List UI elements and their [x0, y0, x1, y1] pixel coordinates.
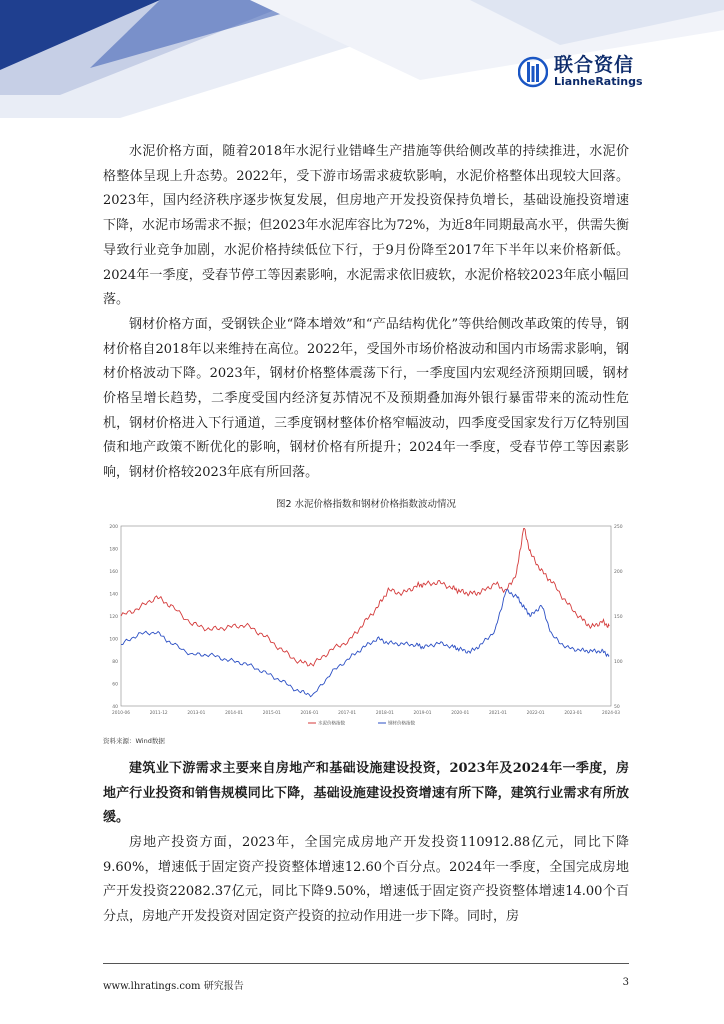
figure-title: 图2 水泥价格指数和钢材价格指数波动情况: [275, 498, 457, 510]
section-heading: 建筑业下游需求主要来自房地产和基础设施建设投资，2023年及2024年一季度，房地产行业投资和销售规模同比下降，基础设施建设投资增速有所下降，建筑行业需求有所放缓。: [103, 760, 629, 826]
x-tick-label: 2021-01: [488, 710, 507, 716]
y-left-tick-label: 160: [109, 569, 118, 575]
y-left-tick-label: 200: [109, 524, 118, 530]
x-tick-label: 2013-01: [187, 710, 206, 716]
y-right-tick-label: 50: [614, 704, 620, 710]
y-left-tick-label: 80: [112, 659, 118, 665]
series-line-steel: [121, 590, 609, 697]
figure-source: 资料来源：Wind数据: [103, 736, 165, 745]
legend-label: 水泥价格指数: [318, 721, 345, 727]
series-line-cement: [121, 528, 609, 666]
x-tick-label: 2018-01: [375, 710, 394, 716]
x-tick-label: 2024-03: [602, 710, 620, 716]
y-left-tick-label: 60: [112, 682, 118, 688]
y-right-tick-label: 250: [614, 524, 623, 530]
x-tick-label: 2020-01: [451, 710, 470, 716]
lianhe-logo-icon: [518, 56, 548, 88]
y-right-tick-label: 150: [614, 614, 623, 620]
x-tick-label: 2019-01: [413, 710, 432, 716]
footer-divider: [103, 963, 629, 964]
x-tick-label: 2015-01: [262, 710, 281, 716]
x-tick-label: 2017-01: [338, 710, 357, 716]
y-left-tick-label: 100: [109, 637, 118, 643]
x-tick-label: 2014-01: [225, 710, 244, 716]
footer-site: www.lhratings.com 研究报告: [103, 981, 244, 992]
report-body: [103, 140, 629, 930]
legend-label: 钢材价格指数: [388, 721, 415, 727]
y-left-tick-label: 140: [109, 592, 118, 598]
price-index-chart: [103, 514, 629, 732]
price-index-chart-svg: [103, 514, 629, 732]
cement-price-paragraph: 水泥价格方面，随着2018年水泥行业错峰生产措施等供给侧改革的持续推进，水泥价格整体呈现上升态势。2022年，受下游市场需求疲软影响，水泥价格整体出现较大回落。2023年，国内经济秩序逐步恢复发展，但房地产开发投资保持负增长，基础设施投资增速下降，水泥市场需求不振；但2023年水泥库容比为72%，为近8年同期最高水平，供需失衡导致行业竞争加剧，水泥价格持续低位下行，于9月份降至2017年下半年以来价格新低。2024年一季度，受春节停工等因素影响，水泥需求依旧疲软，水泥价格较2023年底小幅回落。: [103, 144, 629, 308]
y-left-tick-label: 180: [109, 547, 118, 553]
brand-name-cn: 联合资信: [554, 54, 635, 76]
x-tick-label: 2010-06: [112, 710, 130, 716]
plot-frame: [121, 526, 611, 706]
real-estate-paragraph: 房地产投资方面，2023年，全国完成房地产开发投资110912.88亿元，同比下降9.60%，增速低于固定资产投资整体增速12.60个百分点。2024年一季度，全国完成房地产开发投资22082.37亿元，同比下降9.50%，增速低于固定资产投资整体增速14.00个百分点，房地产开发投资对固定资产投资的拉动作用进一步下降。同时，房: [103, 834, 629, 925]
brand-logo: [518, 55, 643, 88]
brand-name-en: LianheRatings: [554, 75, 643, 88]
y-right-tick-label: 200: [614, 569, 623, 575]
steel-price-paragraph: 钢材价格方面，受钢铁企业“降本增效”和“产品结构优化”等供给侧改革政策的传导，钢材价格自2018年以来维持在高位。2022年，受国外市场价格波动和国内市场需求影响，钢材价格波动下降。2023年，钢材价格整体震荡下行，一季度国内宏观经济预期回暖，钢材价格呈增长趋势，二季度受国内经济复苏情况不及预期叠加海外银行暴雷带来的流动性危机，钢材价格进入下行通道，三季度钢材整体价格窄幅波动，四季度受国家发行万亿特别国债和地产政策不断优化的影响，钢材价格有所提升；2024年一季度，受春节停工等因素影响，钢材价格较2023年底有所回落。: [103, 316, 629, 481]
x-tick-label: 2011-12: [149, 710, 168, 716]
page-number: 3: [622, 977, 629, 988]
x-tick-label: 2022-01: [526, 710, 545, 716]
y-right-tick-label: 100: [614, 659, 623, 665]
y-left-tick-label: 120: [109, 614, 118, 620]
x-tick-label: 2016-01: [300, 710, 319, 716]
x-tick-label: 2023-01: [564, 710, 583, 716]
y-left-tick-label: 40: [112, 704, 118, 710]
